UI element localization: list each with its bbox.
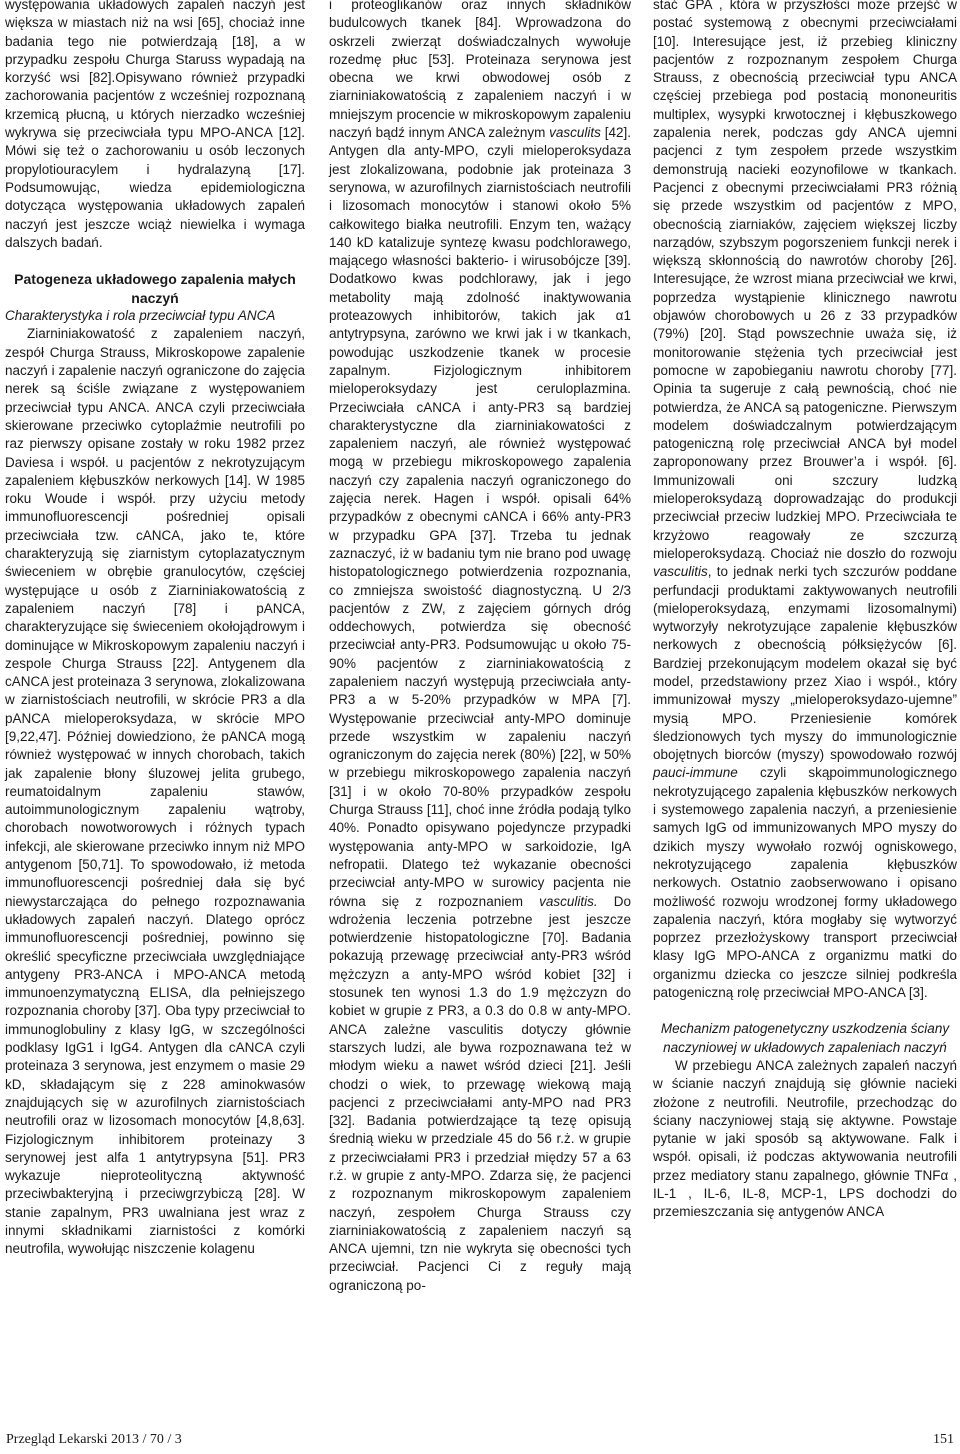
italic-term: pauci-immune xyxy=(653,765,738,781)
subheading-anca: Charakterystyka i rola przeciwciał typu ANCA xyxy=(5,308,276,324)
italic-term: vasculitis. xyxy=(539,893,598,909)
text-run: [42]. Antygen dla anty-MPO, czyli mieloperoksydaza jest zlokalizowana, podobnie jak proteinaza 3 serynowa, w azurofilnych ziarnistościach neutrofili i lizosomach monocytów i stanowi około 5% całkowitego białka neutrofili. Enzym ten, ważący 140 kD katalizuje syntezę kwasu podchlorawego, mającego własności bakterio- i wirusobójcze [39]. Dodatkowo kwas podchlorawy, jak i jego metabolity mają zdolność inaktywowania proteazowych inhibitorów, takich jak α1 antytrypsyna, zarówno we krwi jak i w tkankach, powodując uszkodzenie tkanek w procesie zapalnym. Fizjologicznym inhibitorem mieloperoksydazy jest ceruloplazmina. Przeciwciała cANCA i anty-PR3 są bardziej charakterystyczne dla ziarniniakowatości z zapaleniem naczyń, ale również występować mogą w przebiegu mikroskopowego zapalenia naczyń czy zapalenia naczyń ograniczonego do zajęcia nerek. Hagen i współ. opisali 64% przypadków z obecnymi cANCA i 66% anty-PR3 w przypadku GPA [37]. Trzeba tu jednak zaznaczyć, iż w badaniu tym nie brano pod uwagę histopatologicznego potwierdzenia rozpoznania, co zmniejsza swoistość diagnostyczną. U 2/3 pacjentów z ZW, z zajęciem górnych dróg oddechowych, potwierdza się obecność przeciwciał anty-PR3. Podsumowując u około 75-90% pacjentów z ziarniniakowatością z zapaleniem naczyń występują przeciwciała anty-PR3 a w 5-20% przypadków w MPA [7]. Występowanie przeciwciał anty-MPO dominuje przede wszystkim w zapaleniu naczyń ograniczonym do zajęcia nerek (80%) [22], w 50% w przebiegu mikroskopowego zapalenia naczyń [31] i w około 70-80% przypadków zespołu Churga Strauss [11], choć inne źródła podają tylko 40%. Ponadto opisywano pojedyncze przypadki występowania anty-MPO w sarkoidozie, IgA nefropatii. Dlatego też wykazanie obecności przeciwciał anty-MPO w surowicy pacjenta nie równa się z rozpoznaniem xyxy=(329,125,631,909)
text-run: i proteoglikanów oraz innych składników budulcowych tkanek [84]. Wprowadzona do oskrzeli zwierząt doświadczalnych wywołuje rozedmę płuc [53]. Proteinaza serynowa jest obecna we krwi obwodowej osób z ziarniniakowatością z zapaleniem naczyń i w mniejszym procencie w mikroskopowym zapaleniu naczyń bądź innym ANCA zależnym xyxy=(329,0,631,141)
text-column-1 xyxy=(5,0,305,1259)
journal-citation: Przegląd Lekarski 2013 / 70 / 3 xyxy=(6,1432,182,1447)
paragraph-pathogenicity xyxy=(653,0,957,1002)
paragraph-antigens xyxy=(329,0,631,1295)
section-title: Patogeneza układowego zapalenia małych naczyń xyxy=(14,271,296,306)
italic-term: vasculitis xyxy=(653,564,708,580)
paragraph-epidemiology: występowania układowych zapaleń naczyń jest większa w miastach niż na wsi [65], chociaż inne badania tego nie potwierdzają [18], a w przypadku zespołu Churga Staruss wypadają na korzyść wsi [82].Opisywano również przypadki zachorowania pacjentów z wcześniej rozpoznaną krzemicą płucną, u których nierzadko wcześniej wykrywa się przeciwciała typu MPO-ANCA [12]. Mówi się też o zachorowaniu u osób leczonych propylotiouracylem i hydralazyną [17]. Podsumowując, wiedza epidemiologiczna dotycząca występowania układowych zapaleń naczyń jest jeszcze wciąż niewielka i wymaga dalszych badań. xyxy=(5,0,305,250)
paragraph-anca: Ziarniniakowatość z zapaleniem naczyń, zespół Churga Strauss, Mikroskopowe zapalenie naczyń i zapalenie naczyń ograniczone do zajęcia nerek są ściśle związane z występowaniem przeciwciał typu ANCA. ANCA czyli przeciwciała skierowane przeciwko cytoplaźmie neutrofili po raz pierwszy opisane zostały w roku 1982 przez Daviesa i współ. u pacjentów z nekrotyzującym zapaleniem kłębuszków nerkowych [14]. W 1985 roku Woude i współ. przy użyciu metody immunofluorescencji pośredniej opisali przeciwciała tzw. cANCA, jako te, które charakteryzują się ziarnistym cytoplazatycznym świeceniem w obrębie granulocytów, częściej występujące u osób z Ziarniniakowatością z zapaleniem naczyń [78] i pANCA, charakteryzujące się świeceniem okołojądrowym i dominujące w Mikroskopowym zapaleniu naczyń i zespole Churga Strauss [22]. Antygenem dla cANCA jest proteinaza 3 serynowa, zlokalizowana w ziarnistościach neutrofili, w skrócie PR3 a dla pANCA mieloperoksydaza, w skrócie MPO [9,22,47]. Później dowiedziono, że pANCA mogą również występować w innych chorobach, takich jak zapalenie błony śluzowej jelita grubego, reumatoidalnym zapaleniu stawów, autoimmunologicznym zapaleniu wątroby, chorobach nowotworowych i różnych typach infekcji, ale skierowane przeciwko innym niż MPO antygenom [50,71]. To spowodowało, iż metoda immunofluorescencji pośredniej dała się być niewystarczająca do pełnego rozpoznawania układowych zapaleń naczyń. Dlatego oprócz immunofluorescencji pośredniej, powinno się określić specyficzne przeciwciała uwzględniające antygeny PR3-ANCA i MPO-ANCA metodą immunoenzymatyczną ELISA, dla pełniejszego rozpoznania choroby [37]. Oba typy przeciwciał to immunoglobuliny z klasy IgG, w szczególności podklasy IgG1 i IgG4. Antygen dla cANCA czyli proteinaza 3 serynowa, jest enzymem o masie 29 kD, składającym się z 228 aminokwasów znajdujących się w azurofilnych ziarnistościach neutrofili oraz w lizosomach monocytów [4,8,63]. Fizjologicznym inhibitorem proteinazy 3 serynowej jest alfa 1 antytrypsyna [51]. PR3 wykazuje nieproteolityczną aktywność przeciwbakteryjną i przeciwgrzybiczą [28]. W stanie zapalnym, PR3 uwalniana jest wraz z innymi składnikami ziarnistości z komórki neutrofila, wywołując niszczenie kolagenu xyxy=(5,326,305,1257)
text-run: stać GPA , która w przyszłości może przejść w postać systemową z obecnymi przeciwciałami [10]. Interesujące jest, iż przebieg kliniczny pacjentów z rozpoznanym zespołem Churga Strauss, z obecnością przeciwciał typu ANCA częściej przebiega pod postacią mononeuritis multiplex, wysypki krwotocznej i kłębuszkowego zapalenia nerek, podczas gdy ANCA ujemni pacjenci z tym zespołem przede wszystkim demonstrują nacieki eozynofilowe w tkankach. Pacjenci z obecnymi przeciwciałami PR3 różnią się przede wszystkim od pacjentów z MPO, obecnością ziarniaków, zajęciem większej liczby narządów, szybszym pogorszeniem funkcji nerek i większą skłonnością do nawrotów choroby [26]. Interesujące, że wzrost miana przeciwciał we krwi, poprzedza wystąpienie klinicznego nawrotu objawów chorobowych u 26 z 33 przypadków (79%) [20]. Stąd powszechnie uważa się, iż monitorowanie stężenia tych przeciwciał jest pomocne w zapobieganiu nawrotu choroby [77]. Opinia ta sugeruje z całą pewnością, choć nie potwierdza, że ANCA są patogeniczne. Pierwszym modelem doświadczalnym potwierdzającym patogeniczną rolę przeciwciał ANCA był model zaproponowany przez Brouwer’a i współ. [6]. Immunizowali oni szczury ludzką mieloperoksydazą doprowadzając do produkcji przeciwciał przeciw ludzkiej MPO. Przeciwciała te krzyżowo reagowały ze szczurzą mieloperoksydazą. Chociaż nie doszło do rozwoju xyxy=(653,0,957,561)
subheading-mechanism: Mechanizm patogenetyczny uszkodzenia ściany naczyniowej w układowych zapaleniach naczyń xyxy=(660,1021,950,1055)
text-column-3 xyxy=(653,0,957,1222)
italic-term: vasculits xyxy=(549,125,601,141)
page-number: 151 xyxy=(933,1432,954,1447)
paragraph-mechanism: W przebiegu ANCA zależnych zapaleń naczyń w ścianie naczyń znajdują się głównie nacieki złożone z neutrofili. Neutrofile, przechodząc do ściany naczyniowej stają się aktywne. Powstaje pytanie w jaki sposób są aktywowane. Falk i współ. opisali, iż podczas aktywowania neutrofili przez mediatory stanu zapalnego, głównie TNFα , IL-1 , IL-6, IL-8, MCP-1, LPS dochodzi do przemieszczania się antygenów ANCA xyxy=(653,1057,957,1220)
text-run: , to jednak nerki tych szczurów poddane perfundacji produktami zaktywowanych neutrofili (mieloperoksydazą, enzymami lizosomalnymi) wytworzyły nekrotyzujące zapalenie kłębuszków nerkowych z obecnością półksiężyców [6]. Bardziej przekonującym modelem okazał się być model, przedstawiony przez Xiao i współ., który immunizował myszy „mieloperoksydazo-ujemne” mysią MPO. Przeniesienie komórek śledzionowych tych myszy do immunologicznie obojętnych biorców (myszy) spowodowało rozwój xyxy=(653,564,957,763)
text-run: Do wdrożenia leczenia potrzebne jest jeszcze potwierdzenie histopatologiczne [70]. Badania pokazują przewagę przeciwciał anty-PR3 wśród mężczyzn a anty-MPO wśród kobiet [32] i stosunek ten wynosi 1.3 do 1.9 mężczyzn do kobiet w grupie z PR3, a 0.3 do 0.8 w anty-MPO. ANCA zależne vasculitis dotyczy głównie starszych ludzi, ale bywa rozpoznawana też w młodym wieku a nawet wśród dzieci [21]. Jeśli chodzi o wiek, to przewagę wiekową mają pacjenci z przeciwciałami anty-MPO nad PR3 [32]. Badania potwierdzające tą tezę opisują średnią wieku w przedziale 45 do 56 r.ż. w grupie z przeciwciałami PR3 i przedział między 57 a 63 r.ż. w grupie z anty-MPO. Zdarza się, że pacjenci z rozpoznanym mikroskopowym zapaleniem naczyń, zespołem Churga Strauss czy ziarniniakowatością z zapaleniem naczyń są ANCA ujemni, tzn nie wykryta się obecności tych przeciwciał. Pacjenci Ci z reguły mają ograniczoną po- xyxy=(329,893,631,1293)
text-run: czyli skąpoimmunologicznego nekrotyzującego zapalenia kłębuszków nerkowych i systemowego zapalenia naczyń, a przeniesienie samych IgG od immunizowanych MPO myszy do dzikich myszy wywołało rozwój ogniskowego, nekrotyzującego zapalenia kłębuszków nerkowych. Ostatnio zaobserwowano i opisano możliwość rozwoju wrodzonej formy układowego zapalenia naczyń, która mogłaby się wytworzyć poprzez przezłożyskowy transport przeciwciał klasy IgG MPO-ANCA z organizmu matki do organizmu dziecka co jeszcze silniej podkreśla patogeniczną rolę przeciwciał MPO-ANCA [3]. xyxy=(653,765,957,1001)
text-column-2 xyxy=(329,0,631,1295)
